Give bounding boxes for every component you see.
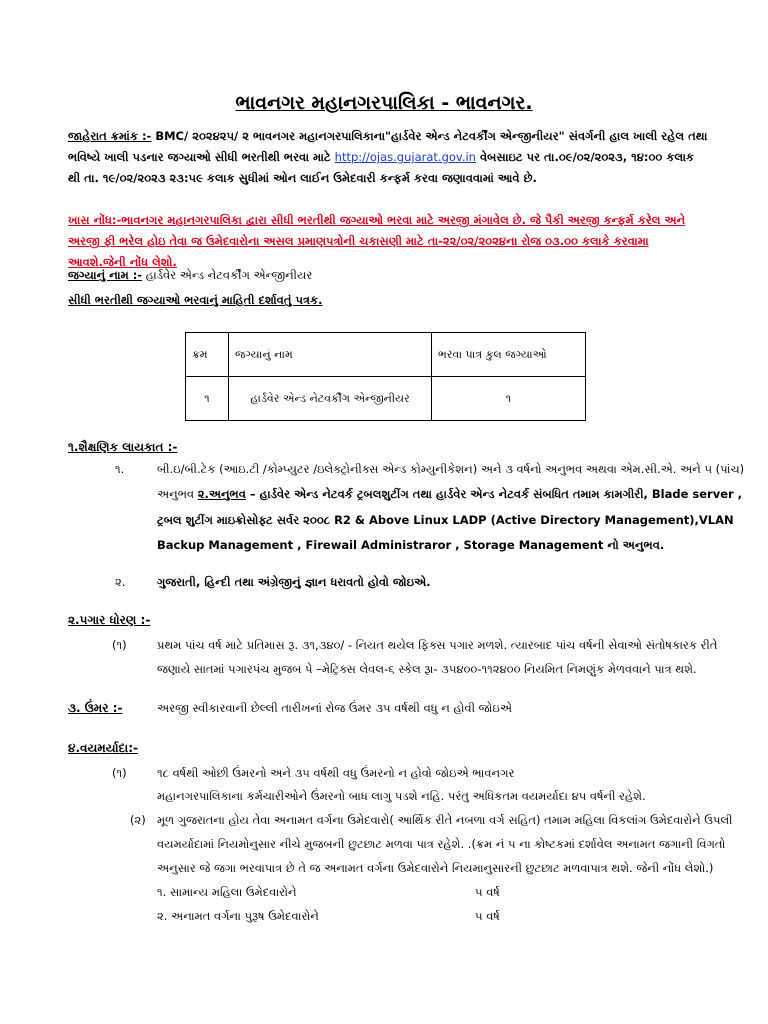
table-cell-total-posts: ૧ <box>432 377 586 421</box>
table-caption: સીધી ભરતીથી જગ્યાઓ ભરવાનું માહિતી દર્શાવતું પત્રક. <box>68 293 323 307</box>
age-limit-p2-line-3: અનુસાર જે જગા ભરવાપાત્ર છે તે જ અનામત વર્ગના ઉમેદવારોને નિયમાનુસારની છુટછાટ મળવાપાત્ર થશે. જેની નોંધ લેશો.) <box>157 861 714 875</box>
relaxation-row-value: ૫ વર્ષ <box>475 909 500 923</box>
ojas-link[interactable]: http://ojas.gujarat.gov.in <box>334 150 476 164</box>
age-limit-p2-number: (૨) <box>130 813 146 827</box>
qualification-line-4: Backup Management , Firewail Administraror , Storage Management નો અનુભવ. <box>157 538 665 552</box>
relaxation-row-value: ૫ વર્ષ <box>475 885 500 899</box>
advert-text-1: BMC/ ૨૦૨૪૨૫/ ૨ ભાવનગર મહાનગરપાલિકાના"હાર્ડવેર એન્ડ નેટવર્કીંગ એન્જીનીયર" સંવર્ગની હાલ ખાલી રહેલ તથા ભવિષ્યે ખાલી પડનાર જગ્યાઓ સીધી ભરતીથી ભરવા માટે <box>68 129 708 164</box>
qualification-line-1: બી.ઇ/બી.ટેક (આઇ.ટી /કોમ્પ્યુટર /ઇલેક્ટ્રોનીક્સ એન્ડ કોમ્યુનીકેશન) અને ૩ વર્ષનો અનુભવ અથવા એમ.સી.એ. અને ૫ (પાંચ) <box>157 462 745 476</box>
pay-line-1: પ્રથમ પાંચ વર્ષ માટે પ્રતિમાસ રૂ. ૩૧,૩૪૦/ - નિયત થયેલ ફિક્સ પગાર મળશે. ત્યારબાદ પાંચ વર્ષની સેવાઓ સંતોષકારક રીતે <box>157 638 718 652</box>
special-note: ખાસ નોંધ:-ભાવનગર મહાનગરપાલિકા દ્વારા સીધી ભરતીથી જગ્યાઓ ભરવા માટે અરજી મંગાવેલ છે. જે પૈકી અરજી કન્ફર્મ કરેલ અને અરજી ફી ભરેલ હોઇ તેવા જ ઉમેદવારોના અસલ પ્રમાણપત્રોની ચકાસણી માટે તા-૨૨/૦૨/૨૦૨૪ના રોજ ૦૩.૦૦ કલાકે કરવામા આવશે.જેની નોંધ લેશો. <box>68 213 686 269</box>
table-header-post-name: જગ્યાનું નામ <box>229 333 432 377</box>
qualification-line-2 <box>157 487 742 502</box>
age-limit-p2-line-1: મૂળ ગુજરાતના હોય તેવા અનામત વર્ગના ઉમેદવારો( આર્થિક રીતે નબળા વર્ગ સહિત) તમામ મહિલા વિકલાંગ ઉમેદવારોને ઉપલી <box>157 813 733 827</box>
page-title: ભાવનગર મહાનગરપાલિકા - ભાવનગર. <box>235 92 533 114</box>
table-header-serial: ક્રમ <box>186 333 229 377</box>
advert-number-label: જાહેરાત ક્રમાંક :- <box>68 129 152 143</box>
age-limit-p1-number: (૧) <box>112 766 127 780</box>
qualification-item-1-number: ૧. <box>115 462 125 476</box>
table-cell-post-name: હાર્ડવેર એન્ડ નેટવર્કીંગ એન્જીનીયર <box>229 377 432 421</box>
age-limit-p1-line-1: ૧૮ વર્ષથી ઓછી ઉંમરનો અને ૩૫ વર્ષથી વધુ ઉંમરનો ન હોવો જોઇએ ભાવનગર <box>157 766 515 780</box>
age-limit-p1-line-2: મહાનગરપાલિકાના કર્મચારીઓને ઉંમરનો બાધ લાગુ પડશે નહિ. પરંતુ અધિકતમ વયમર્યાદા ૪૫ વર્ષની રહેશે. <box>157 789 646 803</box>
age-limit-heading: ૪.વયમર્યાદા:- <box>68 741 138 755</box>
advert-text-2: વેબસાઇટ પર તા.૦૯/૦૨/૨૦૨૩, ૧૪:૦૦ કલાક થી તા. ૧૯/૦૨/૨૦૨૩ ૨૩:૫૯ કલાક સુધીમાં ઓન લાઈન ઉમેદવારી કન્ફર્મ કરવા જણાવવામાં આવે છે. <box>68 150 695 185</box>
table-cell-serial: ૧ <box>186 377 229 421</box>
pay-number: (૧) <box>112 638 127 652</box>
posts-table <box>185 332 586 421</box>
post-name-label: જગ્યાનું નામ :- <box>68 268 143 282</box>
relaxation-row-label: ૨. અનામત વર્ગના પુરૂષ ઉમેદવારોને <box>157 909 319 923</box>
post-name-value: હાર્ડવેર એન્ડ નેટવર્કીંગ એન્જીનીયર <box>142 268 313 282</box>
table-header-row <box>186 333 586 377</box>
age-text: અરજી સ્વીકારવાની છેલ્લી તારીખનાં રોજ ઉંમર ૩૫ વર્ષથી વધુ ન હોવી જોઇએ <box>157 701 512 715</box>
qualification-line-3: ટ્રબલ શુટીંગ માઇક્રોસોફ્ટ સર્વર ૨૦૦૮ R2 & Above Linux LADP (Active Directory Management),VLAN <box>157 513 734 527</box>
relaxation-row-label: ૧. સામાન્ય મહિલા ઉમેદવારોને <box>157 885 297 899</box>
age-limit-p2-line-2: વયમર્યાદામાં નિયમોનુસાર નીચે મુજબની છુટછાટ મળવા પાત્ર રહેશે. .(ક્રમ નં ૫ ના કોષ્ટકમાં દર્શાવેલ અનામત જગાની વિગતો <box>157 837 726 851</box>
post-name-line <box>68 268 312 283</box>
qualification-item-2-number: ૨. <box>115 575 126 589</box>
table-row <box>186 377 586 421</box>
pay-line-2: જણાયે સાતમાં પગારપંચ મુજબ પે –મેટ્રિક્સ લેવલ-૬ સ્કેલ રૂા- ૩૫૪૦૦-૧૧૨૪૦૦ નિયમિત નિમણુંક મેળવવાને પાત્ર થશે. <box>157 662 697 676</box>
experience-prefix: અનુભવ <box>157 487 198 501</box>
experience-text: – હાર્ડવેર એન્ડ નેટવર્ક ટ્રબલશુટીંગ તથા હાર્ડવેર એન્ડ નેટવર્ક સંબધિત તમામ કામગીરી, Blade server , <box>245 487 743 501</box>
qualification-item-2-text: ગુજરાતી, હિન્દી તથા અંગ્રેજીનું જ્ઞાન ધરાવતો હોવો જોઇએ. <box>157 575 431 589</box>
advertisement-paragraph <box>68 126 708 189</box>
table-header-total-posts: ભરવા પાત્ર કુલ જગ્યાઓ <box>432 333 586 377</box>
pay-heading: ૨.પગાર ધોરણ :- <box>68 613 151 627</box>
experience-label: ૨.અનુભવ <box>197 487 246 501</box>
age-heading: ૩. ઉંમર :- <box>68 701 123 715</box>
qualification-heading: ૧.શૈક્ષણિક લાયકાત :- <box>68 440 178 454</box>
